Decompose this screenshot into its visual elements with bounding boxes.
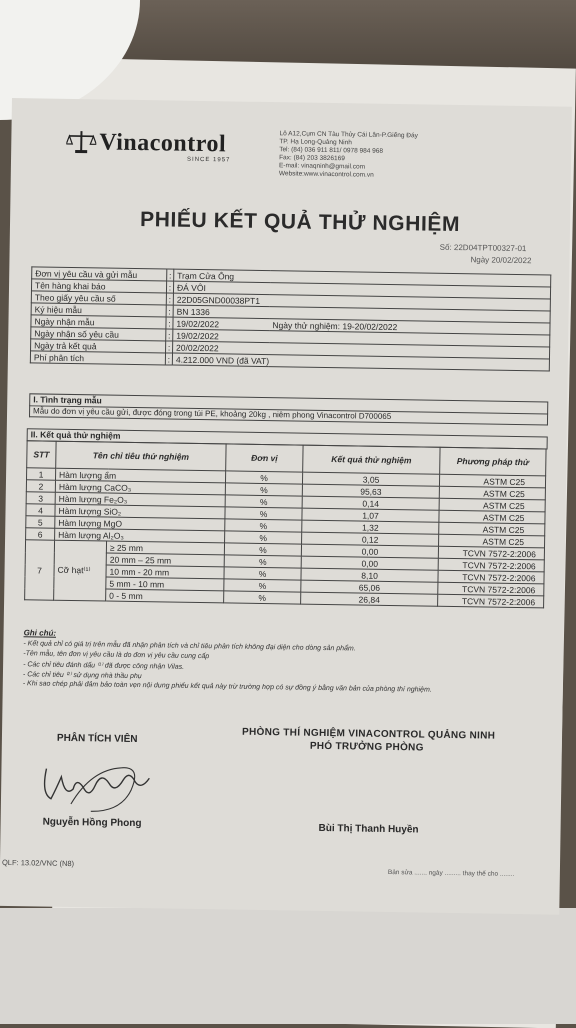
cell-grain-label: Cỡ hạt⁽¹⁾ [54,540,107,601]
cell-grain-size: ≥ 25 mm [106,541,224,555]
cell-result: 1,07 [302,508,439,522]
cell-name: Hàm lượng Al₂O₃ [55,528,225,543]
lab-name: PHÒNG THÍ NGHIỆM VINACONTROL QUẢNG NINH [242,727,495,742]
cell-method: TCVN 7572-2:2006 [438,570,544,584]
cell-method: TCVN 7572-2:2006 [438,546,544,560]
contact-line: Fax: (84) 203 3826169 [279,154,417,164]
cell-name: Hàm lượng MgO [55,516,225,531]
cell-result: 1,32 [302,520,439,534]
info-colon: : [166,281,173,293]
cell-stt: 5 [26,516,55,528]
cell-unit: % [225,519,302,532]
lab-position: PHÓ TRƯỞNG PHÒNG [310,741,424,754]
contact-line: Tel: (84) 036 911 811/ 0978 984 968 [279,146,417,156]
info-label: Tên hàng khai báo [31,279,166,293]
info-value: 4.212.000 VND (đã VAT) [172,353,549,371]
test-report-sheet [0,98,572,915]
cell-method: TCVN 7572-2:2006 [438,594,544,608]
test-date: Ngày thử nghiệm: 19-20/02/2022 [269,319,550,335]
contact-block [279,130,418,180]
info-label: Ngày nhận mẫu [31,315,166,329]
cell-unit: % [225,483,302,496]
cell-stt: 4 [26,504,55,516]
info-label: Ngày trả kết quả [31,339,166,353]
cell-grain-size: 10 mm - 20 mm [106,565,224,579]
cell-unit: % [225,531,302,544]
cell-stt: 6 [26,528,55,540]
cell-result: 0,00 [301,544,438,558]
info-value: 19/02/2022 [173,317,270,331]
contact-line: Lô A12,Cụm CN Tàu Thủy Cái Lân-P.Giếng Đáy [279,130,417,140]
cell-result: 0,00 [301,556,438,570]
cell-result: 95,63 [302,484,439,498]
section-sample-status-title: I. Tình trạng mẫu [29,393,548,414]
scales-logo-icon [66,129,96,155]
cell-unit: % [224,579,301,592]
info-value: 19/02/2022 [173,329,550,347]
info-colon: : [166,341,173,353]
section-sample-status-text: Mẫu do đơn vị yêu cầu gửi, được đóng trong túi PE, khoảng 20kg , niêm phong Vinacontrol D700065 [29,405,548,425]
cell-method: ASTM C25 [440,474,546,488]
contact-line: E-mail: vinaqninh@gmail.com [279,162,417,172]
info-colon: : [166,329,173,341]
brand-name: Vinacontrol [99,129,226,158]
analyst-name: Nguyễn Hồng Phong [43,817,142,830]
analyst-signature [31,748,162,820]
cell-name: Hàm lượng SiO₂ [55,504,225,519]
cell-unit: % [224,591,301,604]
brand-since: SINCE 1957 [187,157,230,164]
info-colon: : [166,305,173,317]
cell-stt: 1 [27,468,56,480]
cell-method: ASTM C25 [439,522,545,536]
cell-method: TCVN 7572-2:2006 [438,582,544,596]
cell-result: 0,12 [302,532,439,546]
header-stt: STT [27,441,56,468]
cell-unit: % [225,495,302,508]
cell-unit: % [225,507,302,520]
info-label: Phí phân tích [30,351,165,365]
cell-unit: % [226,471,303,484]
note-line: - Các chỉ tiêu ⁽²⁾ sử dụng nhà thầu phụ [23,670,142,680]
section-results-title: II. Kết quả thử nghiệm [27,428,548,449]
info-value: BN 1336 [173,305,550,323]
form-code: QLF: 13.02/VNC (N8) [2,858,74,868]
header-unit: Đơn vị [226,444,303,472]
info-colon: : [166,293,173,305]
analyst-title: PHÂN TÍCH VIÊN [57,733,138,745]
info-value: Trạm Cửa Ông [174,269,551,287]
contact-line: TP. Hạ Long-Quảng Ninh [279,138,417,148]
note-line: - Các chỉ tiêu đánh dấu ⁽¹⁾ đã được công nhận Vilas. [23,660,184,671]
cell-grain-size: 20 mm – 25 mm [106,553,224,567]
info-label: Ký hiệu mẫu [31,303,166,317]
cell-name: Hàm lượng CaCO₃ [55,480,225,495]
cell-unit: % [224,543,301,556]
notes-title: Ghi chú: [24,628,57,638]
paper-lower-sheet [0,908,576,1024]
cell-method: ASTM C25 [439,498,545,512]
cell-unit: % [224,555,301,568]
header-result: Kết quả thử nghiệm [303,445,440,474]
contact-line: Website:www.vinacontrol.com.vn [279,170,417,180]
header-method: Phương pháp thử [440,447,546,476]
note-line: - Khi sao chép phải đảm bảo toàn vẹn nội dung phiếu kết quả này trừ trường hợp có sự đồng ý bằng văn bản của phòng thí nghiệm. [23,680,432,693]
info-label: Ngày nhận số yêu cầu [31,327,166,341]
info-value: 22D05GND00038PT1 [173,293,550,311]
info-table [30,266,551,371]
document-date: Ngày 20/02/2022 [470,255,531,265]
cell-name: Hàm lượng Fe₂O₃ [55,492,225,507]
info-label: Đơn vị yêu cầu và gửi mẫu [32,267,167,281]
cell-stt: 7 [25,540,55,600]
cell-method: ASTM C25 [439,510,545,524]
cell-method: TCVN 7572-2:2006 [438,558,544,572]
cell-method: ASTM C25 [439,486,545,500]
cell-result: 26,84 [301,592,438,606]
cell-grain-size: 5 mm - 10 mm [106,577,224,591]
cell-name: Hàm lượng ẩm [56,468,226,483]
cell-result: 65,06 [301,580,438,594]
info-colon: : [166,317,173,329]
cell-result: 3,05 [303,472,440,486]
cell-stt: 3 [26,492,55,504]
cell-result: 0,14 [302,496,439,510]
page-title: PHIẾU KẾT QUẢ THỬ NGHIỆM [140,208,460,237]
info-label: Theo giấy yêu cầu số [31,291,166,305]
results-table [24,440,546,608]
note-line: - Kết quả chỉ có giá trị trên mẫu đã nhận phân tích và chỉ tiêu phân tích không đại diện cho dòng sản phẩm. [23,640,355,652]
info-value: 20/02/2022 [173,341,550,359]
cell-unit: % [224,567,301,580]
info-colon: : [165,353,172,365]
note-line: -Tên mẫu, tên đơn vị yêu cầu là do đơn vị yêu cầu cung cấp [23,650,209,660]
revision-note: Bản sửa ....... ngày ......... thay thế cho ........ [388,869,515,878]
cell-method: ASTM C25 [439,534,545,548]
info-colon: : [167,269,174,281]
info-value: ĐÁ VÔI [173,281,550,299]
cell-stt: 2 [26,480,55,492]
header-test-name: Tên chỉ tiêu thử nghiệm [56,441,226,471]
cell-grain-size: 0 - 5 mm [106,589,224,603]
cell-result: 8,10 [301,568,438,582]
document-number: Số: 22D04TPT00327-01 [440,243,527,253]
manager-name: Bùi Thị Thanh Huyền [318,823,418,836]
